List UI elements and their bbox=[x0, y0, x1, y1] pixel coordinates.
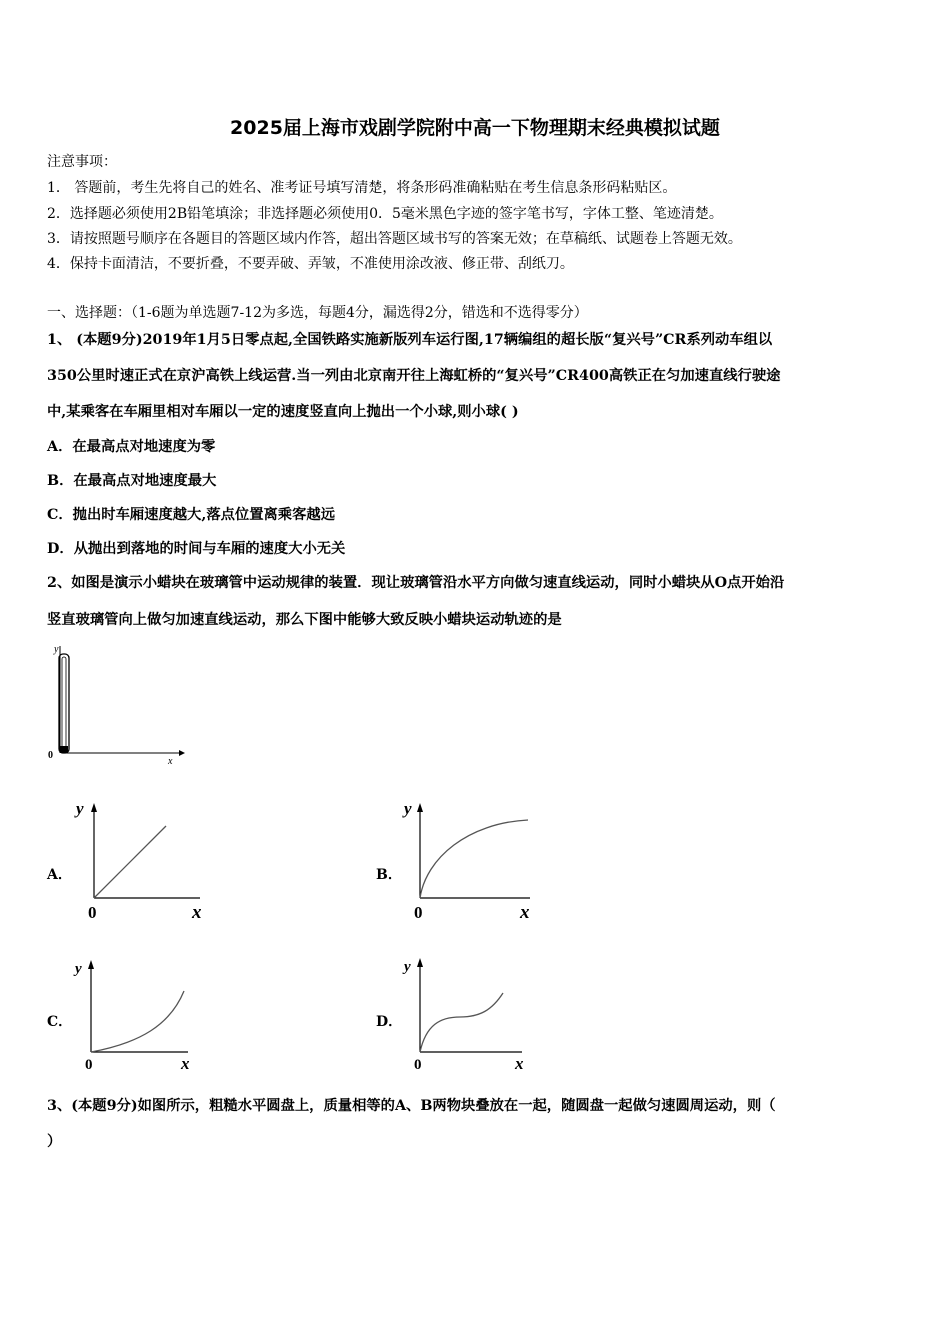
q1-stem-line-3: 中,某乘客在车厢里相对车厢以一定的速度竖直向上抛出一个小球,则小球( ) bbox=[47, 404, 519, 420]
q3-stem-line-2: ） bbox=[47, 1134, 62, 1150]
graph-d-y-label: y bbox=[404, 959, 411, 975]
graph-a-curve bbox=[94, 826, 166, 898]
graph-b-origin-label: 0 bbox=[414, 903, 423, 922]
graph-d-x-label: x bbox=[515, 1054, 524, 1073]
graph-d-curve bbox=[420, 993, 503, 1052]
fig-y-label: y bbox=[54, 644, 59, 655]
fig-origin-label: 0 bbox=[48, 750, 53, 761]
graph-a bbox=[70, 798, 220, 928]
q2-option-b-label: B． bbox=[376, 867, 402, 883]
page-title: 2025届上海市戏剧学院附中高一下物理期末经典模拟试题 bbox=[230, 117, 720, 139]
graph-a-x-label: x bbox=[192, 902, 202, 923]
q1-stem-line-2: 350公里时速正式在京沪高铁上线运营.当一列由北京南开往上海虹桥的“复兴号”CR400高铁正在匀加速直线行驶途 bbox=[47, 368, 781, 384]
q2-stem-line-1: 2、如图是演示小蜡块在玻璃管中运动规律的装置．现让玻璃管沿水平方向做匀速直线运动，同时小蜡块从O点开始沿 bbox=[47, 575, 785, 591]
notice-item-3: 3．请按照题号顺序在各题目的答题区域内作答，超出答题区域书写的答案无效；在草稿纸、试题卷上答题无效。 bbox=[47, 231, 742, 247]
notice-item-1: 1． 答题前，考生先将自己的姓名、准考证号填写清楚，将条形码准确粘贴在考生信息条形码粘贴区。 bbox=[47, 180, 677, 196]
q1-option-b: B．在最高点对地速度最大 bbox=[47, 473, 217, 489]
apparatus-figure bbox=[44, 640, 194, 770]
q3-stem-line-1: 3、(本题9分)如图所示，粗糙水平圆盘上，质量相等的A、B两物块叠放在一起，随圆盘一起做匀速圆周运动，则（ bbox=[47, 1098, 776, 1114]
q2-option-a-label: A． bbox=[47, 867, 72, 883]
graph-d bbox=[398, 955, 548, 1085]
graph-c-curve bbox=[91, 991, 184, 1052]
section-heading: 一、选择题：（1-6题为单选题7-12为多选，每题4分，漏选得2分，错选和不选得零分） bbox=[47, 305, 588, 321]
notice-heading: 注意事项： bbox=[47, 154, 117, 170]
graph-b-curve bbox=[420, 820, 528, 898]
graph-a-y-label: y bbox=[76, 799, 84, 818]
q2-option-c-label: C． bbox=[47, 1014, 73, 1030]
q1-stem-line-1: 1、 (本题9分)2019年1月5日零点起,全国铁路实施新版列车运行图,17辆编组的超长版“复兴号”CR系列动车组以 bbox=[47, 332, 773, 348]
fig-x-label: x bbox=[168, 756, 173, 767]
q2-option-d-label: D． bbox=[376, 1014, 403, 1030]
graph-b bbox=[398, 798, 548, 928]
graph-c-y-label: y bbox=[75, 961, 82, 977]
q2-stem-line-2: 竖直玻璃管向上做匀加速直线运动，那么下图中能够大致反映小蜡块运动轨迹的是 bbox=[47, 612, 562, 628]
graph-c-x-label: x bbox=[181, 1054, 190, 1073]
graph-b-x-label: x bbox=[520, 902, 530, 923]
q1-option-c: C．抛出时车厢速度越大,落点位置离乘客越远 bbox=[47, 507, 335, 523]
q1-option-a: A．在最高点对地速度为零 bbox=[47, 439, 216, 455]
notice-item-2: 2．选择题必须使用2B铅笔填涂；非选择题必须使用0．5毫米黑色字迹的签字笔书写，字体工整、笔迹清楚。 bbox=[47, 206, 723, 222]
q1-option-d: D．从抛出到落地的时间与车厢的速度大小无关 bbox=[47, 541, 346, 557]
graph-c-origin-label: 0 bbox=[85, 1057, 93, 1073]
graph-c bbox=[70, 955, 220, 1085]
graph-d-origin-label: 0 bbox=[414, 1057, 422, 1073]
graph-b-y-label: y bbox=[404, 799, 412, 818]
notice-item-4: 4．保持卡面清洁，不要折叠，不要弄破、弄皱，不准使用涂改液、修正带、刮纸刀。 bbox=[47, 256, 574, 272]
graph-a-origin-label: 0 bbox=[88, 903, 97, 922]
